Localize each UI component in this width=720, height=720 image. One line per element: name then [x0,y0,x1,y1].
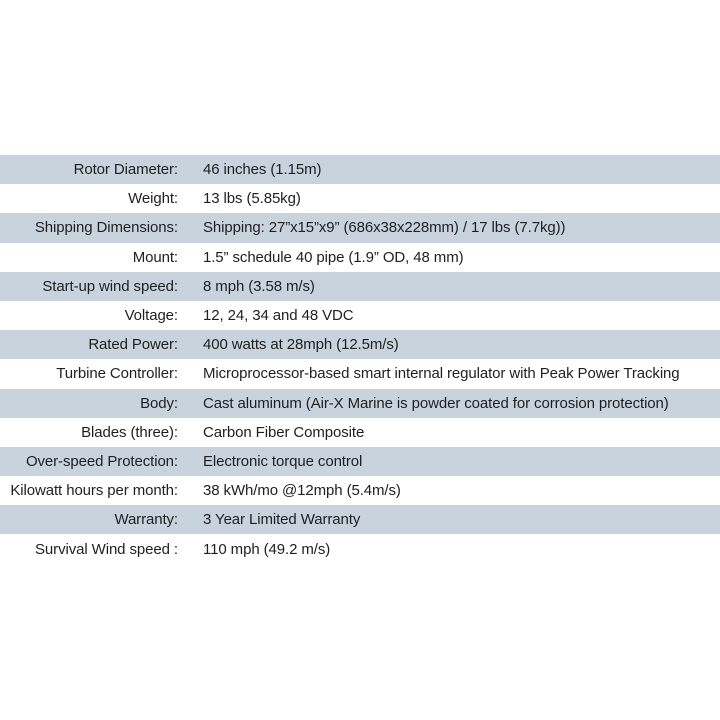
spec-value: 110 mph (49.2 m/s) [203,540,331,558]
spec-label: Kilowatt hours per month: [10,482,178,500]
spec-row-voltage [0,301,720,330]
spec-row-weight [0,184,720,213]
spec-value: 38 kWh/mo @12mph (5.4m/s) [203,482,401,500]
spec-row-survival-wind-speed [0,534,720,563]
spec-value: 1.5” schedule 40 pipe (1.9” OD, 48 mm) [203,248,464,266]
spec-label: Rotor Diameter: [73,161,178,179]
spec-value: Microprocessor-based smart internal regulator with Peak Power Tracking [203,365,680,383]
spec-row-kilowatt-hours [0,476,720,505]
spec-label: Body: [140,394,178,412]
spec-value: 46 inches (1.15m) [203,161,322,179]
spec-value: 3 Year Limited Warranty [203,511,361,529]
spec-value: 13 lbs (5.85kg) [203,190,301,208]
spec-value: Electronic torque control [203,452,363,470]
spec-label: Mount: [132,248,178,266]
spec-value: Carbon Fiber Composite [203,423,365,441]
spec-label: Rated Power: [88,336,178,354]
spec-row-blades [0,418,720,447]
spec-label: Turbine Controller: [56,365,178,383]
spec-row-shipping-dimensions [0,213,720,242]
spec-label: Warranty: [114,511,178,529]
spec-row-rotor-diameter [0,155,720,184]
spec-table [0,155,720,564]
spec-label: Shipping Dimensions: [34,219,178,237]
spec-label: Over-speed Protection: [25,452,178,470]
spec-row-mount [0,243,720,272]
spec-value: 400 watts at 28mph (12.5m/s) [203,336,399,354]
spec-row-body [0,389,720,418]
spec-row-over-speed-protection [0,447,720,476]
spec-value: 8 mph (3.58 m/s) [203,277,315,295]
spec-label: Weight: [128,190,178,208]
spec-row-rated-power [0,330,720,359]
spec-row-turbine-controller [0,359,720,388]
spec-value: Shipping: 27”x15”x9” (686x38x228mm) / 17 lbs (7.7kg)) [203,219,566,237]
spec-row-startup-wind-speed [0,272,720,301]
spec-row-warranty [0,505,720,534]
spec-label: Survival Wind speed : [35,540,178,558]
spec-label: Voltage: [124,307,178,325]
spec-label: Blades (three): [81,423,178,441]
spec-value: 12, 24, 34 and 48 VDC [203,307,354,325]
spec-value: Cast aluminum (Air-X Marine is powder coated for corrosion protection) [203,394,669,412]
spec-label: Start-up wind speed: [42,277,178,295]
